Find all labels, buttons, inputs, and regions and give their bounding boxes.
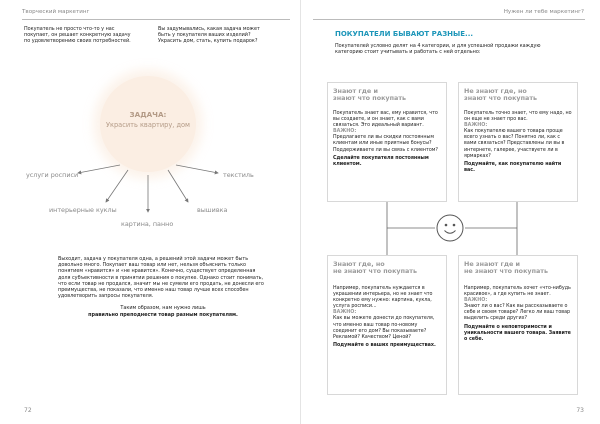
box-question: Знают ли о вас? Как вы рассказываете о себе и своем товаре? Легко ли ваш товар выделить среди других? [464,304,571,322]
task-title: ЗАДАЧА: [129,110,167,119]
box-description: Покупатель знает вас, ему нравится, что вы создаете, и он знает, как с вами связаться. Это идеальный вариант. [333,111,438,129]
box-title-line-2: не знают что покупать [333,267,418,276]
arrow-to-painting-services [78,165,120,173]
box-title-line-2: знают что покупать [333,94,407,103]
box-title-line-2: знают что покупать [464,94,538,103]
bottom-paragraph: Выходит, задача у покупателя одна, а решений этой задачи может быть довольно много. Покупает ваш товар или нет, нельзя объяснить только понятием «нравится» и «не нравится». Конечно, существует определенная доля субъективности в принятии решения о покупке. Однако стоит понимать, что если товар не продался, значит мы не сумели его продать, не донесли его преимущества, не показали, что именно наш товар лучше всех способен удовлетворить запросы покупателя. [58,256,264,300]
label-embroidery: вышивка [197,206,228,214]
label-painting-services: услуги росписи [26,171,79,179]
intro-left-column: Покупатель не просто что-то у нас покупает, он решает конкретную задачу по удовлетворению своих потребностей. [24,26,131,45]
box-title-line-1: Не знают где и [464,260,521,268]
left-page-number: 72 [24,407,32,414]
box-question: Предлагаете ли вы скидки постоянным клиентам или иные приятные бонусы? Поддерживаете ли вы связь с клиентом? [333,135,438,153]
arrow-to-embroidery [168,170,188,202]
box-question: Как вы можете донести до покупателя, что именно ваш товар по-новому соединит его дом? Вы показываете? Рекламой? Качеством? Ценой? [333,316,435,340]
box-important-label: ВАЖНО: [333,310,357,316]
right-page [300,0,600,424]
box-important-label: ВАЖНО: [464,123,488,129]
box-question: Как покупателю вашего товара проще всего узнать о вас? Понятно ли, как с вами связаться? Представлены ли вы в интернете, галерее, участвуете ли в ярмарках? [464,129,565,159]
right-page-number: 73 [576,407,584,414]
box-body [464,286,572,343]
box-title [333,261,417,276]
arrow-to-interior-dolls [106,170,128,202]
box-action: Подумайте о ваших преимуществах. [333,342,436,348]
box-title-line-1: Знают где, но [333,260,385,268]
label-painting-panel: картина, панно [121,220,174,228]
arrow-to-textile [176,165,218,173]
box-body [333,286,441,349]
left-running-header: Творческий маркетинг [22,9,90,15]
task-text: Украсить квартиру, дом [105,121,191,129]
right-running-header: Нужен ли тебе маркетинг? [503,9,584,15]
box-title-line-2: не знают что покупать [464,267,549,276]
box-title-line-1: Знают где и [333,87,378,95]
category-box-know-where-dont-know-what [327,255,447,395]
box-title [464,261,548,276]
box-description: Покупатель точно знает, что ему надо, но он еще не знает про вас. [464,111,572,123]
conclusion-line-2: правильно преподнести товар разным покупателям. [88,312,238,318]
box-action: Подумайте, как покупателю найти вас. [464,161,562,173]
box-title-line-1: Не знают где, но [464,87,527,95]
box-action: Подумайте о неповторимости и уникальности вашего товара. Заявите о себе. [464,324,571,342]
intro-right-column: Вы задумывались, какая задача может быть у покупателя ваших изделий? Украсить дом, стать, купить подарок? [158,26,260,45]
section-intro: Покупателей условно делят на 4 категории, и для успешной продажи каждую категорию стоит учитывать и работать с ней отдельно: [335,43,541,56]
label-interior-dolls: интерьерные куклы [49,206,117,214]
label-textile: текстиль [223,171,254,179]
box-description: Например, покупатель хочет «что-нибудь красивое», а где купить не знает. [464,286,571,298]
section-title: ПОКУПАТЕЛИ БЫВАЮТ РАЗНЫЕ... [335,30,474,38]
conclusion-line-1: Таким образом, нам нужно лишь [120,305,206,311]
box-action: Сделайте покупателя постоянным клиентом. [333,155,429,167]
box-description: Например, покупатель нуждается в украшении интерьера, но не знает что конкретно ему нужно: картина, кукла, услуга росписи... [333,286,433,310]
category-box-dont-know-where-dont-know-what [458,255,578,395]
box-important-label: ВАЖНО: [464,298,488,304]
box-important-label: ВАЖНО: [333,129,357,135]
